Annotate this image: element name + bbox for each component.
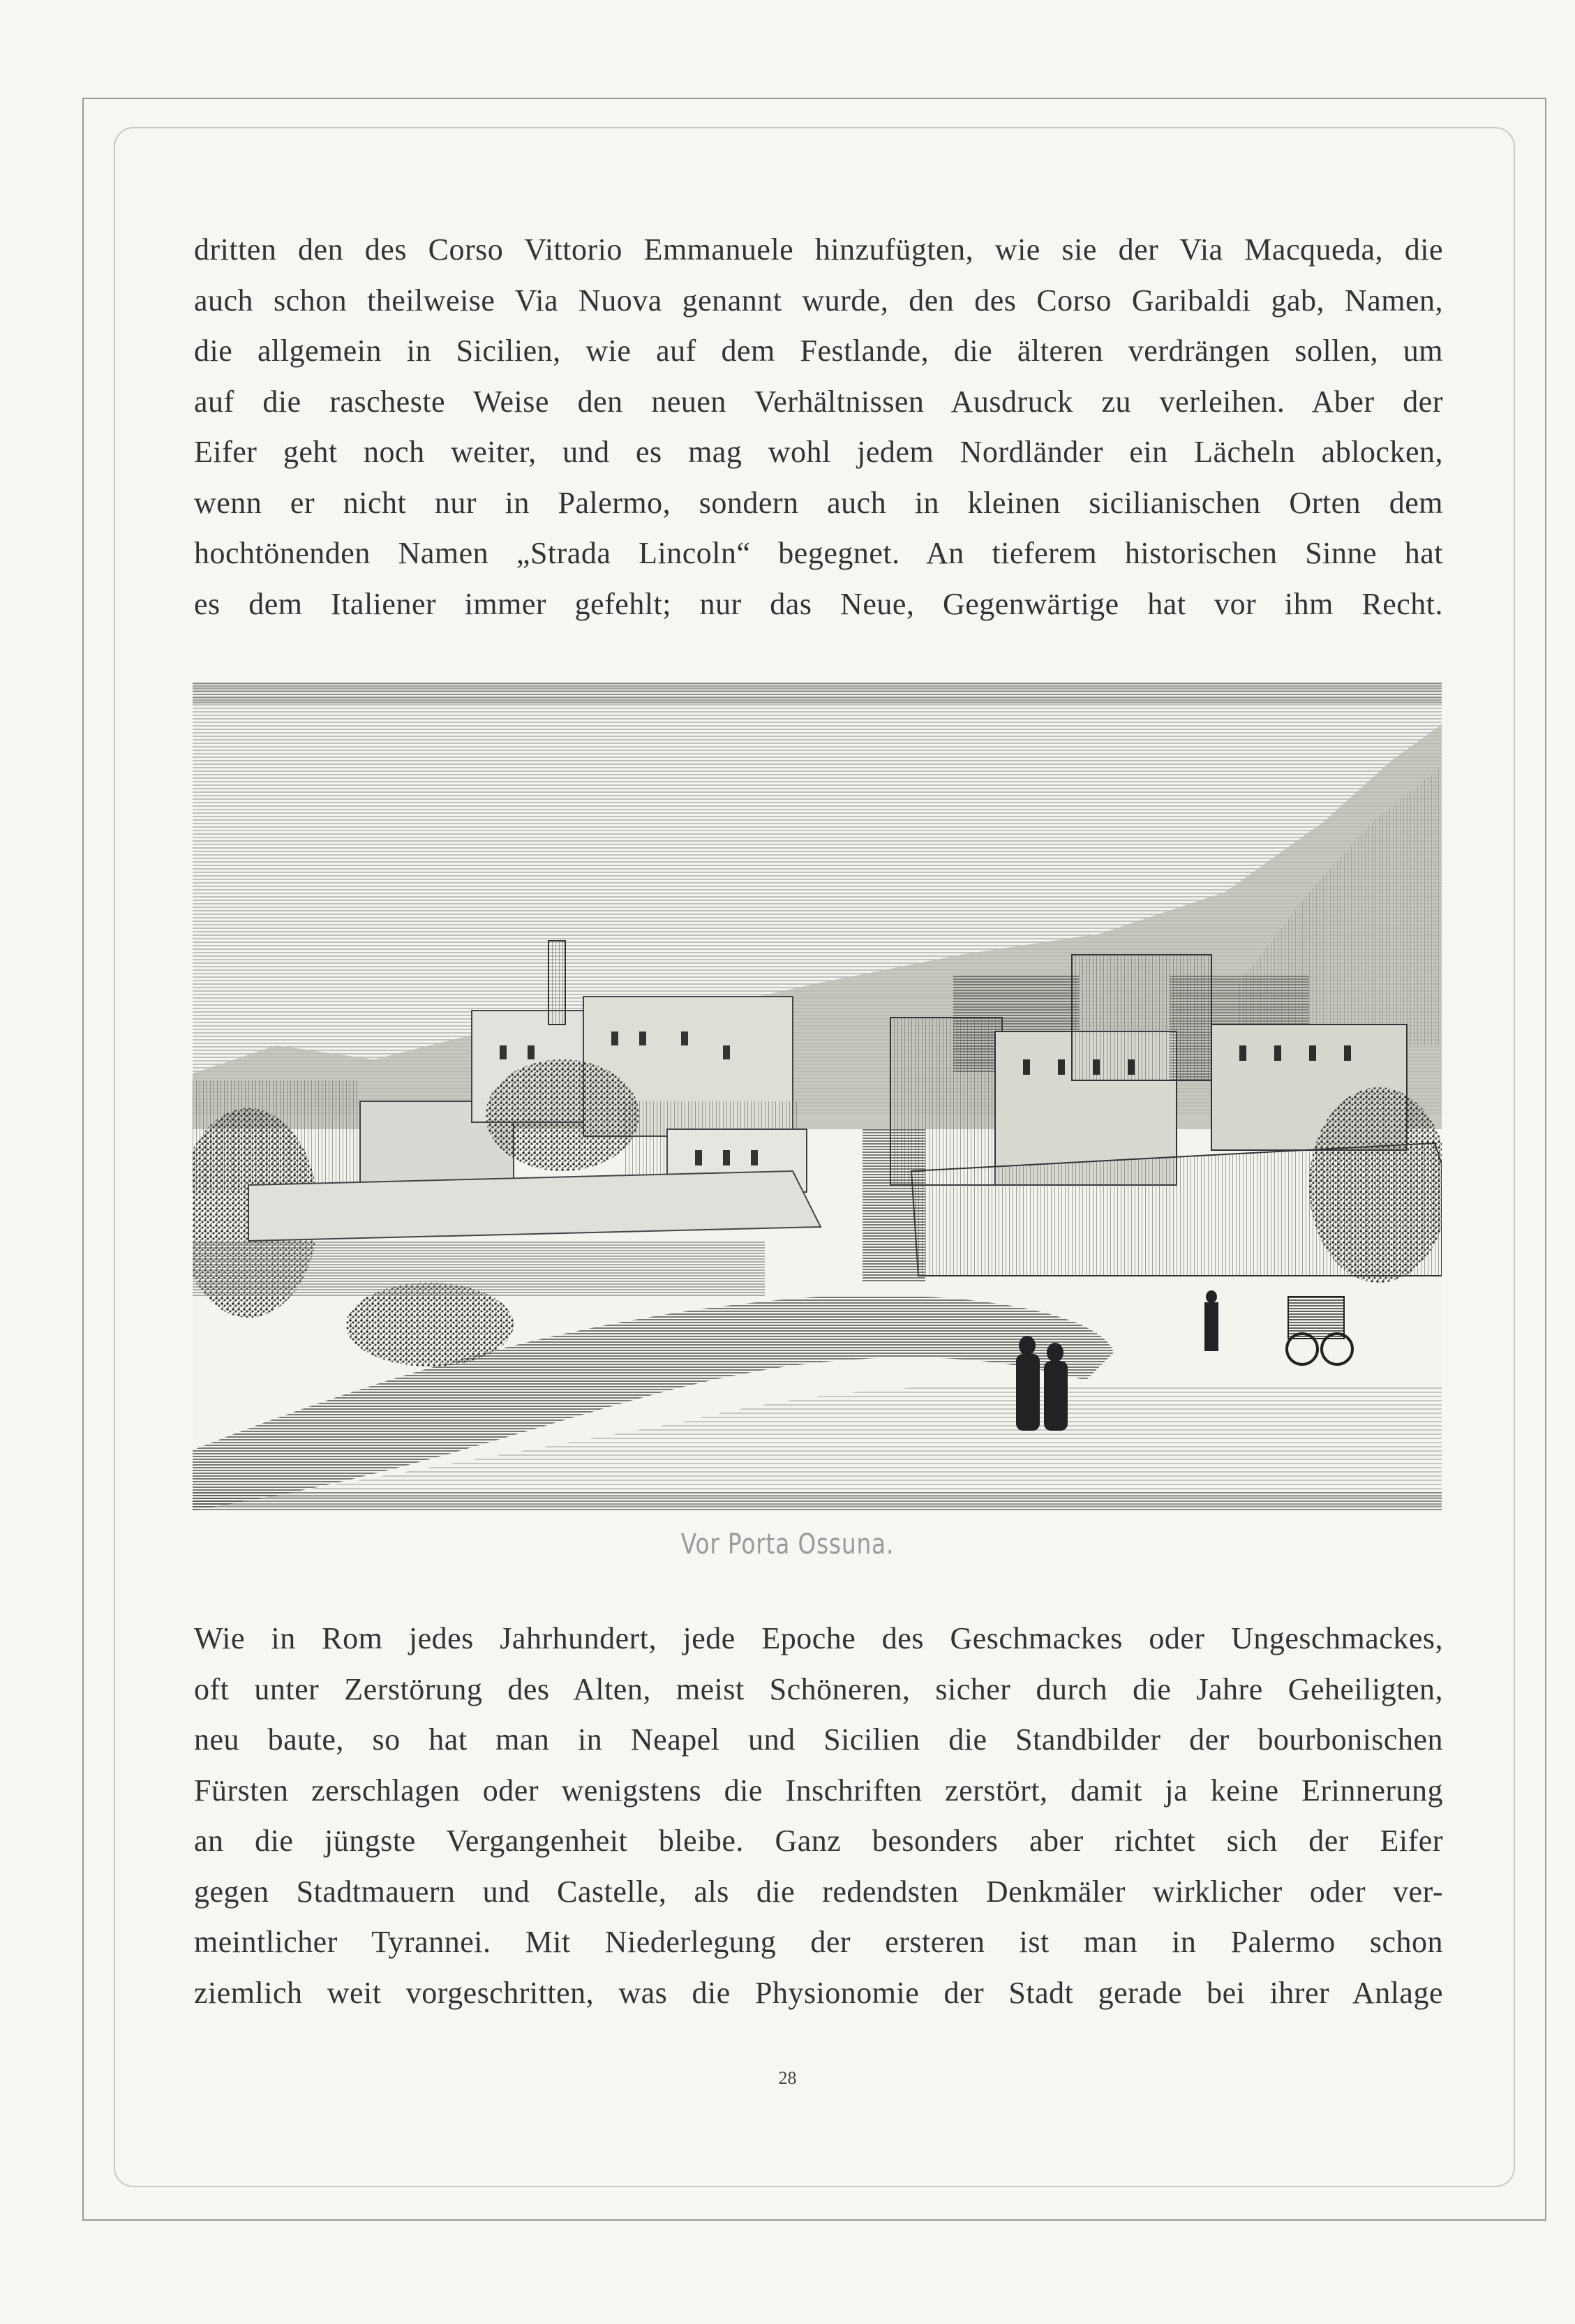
text-line: meintlicher Tyrannei. Mit Niederlegung der ersteren ist man in Palermo schon — [194, 1925, 1443, 1959]
text-line: gegen Stadtmauern und Castelle, als die redendsten Denkmäler wirklicher oder ver- — [194, 1874, 1443, 1909]
text-line: an die jüngste Vergangenheit bleibe. Ganz besonders aber richtet sich der Eifer — [194, 1824, 1443, 1858]
text-line: auf die rascheste Weise den neuen Verhältnissen Ausdruck zu verleihen. Aber der — [194, 384, 1443, 419]
text-line: dritten den des Corso Vittorio Emmanuele hinzufügten, wie sie der Via Macqueda, die — [194, 232, 1443, 267]
top-paragraph — [194, 225, 1443, 630]
text-line: hochtönenden Namen „Strada Lincoln“ begegnet. An tieferem historischen Sinne hat — [194, 536, 1443, 570]
text-line: es dem Italiener immer gefehlt; nur das Neue, Gegenwärtige hat vor ihm Recht. — [194, 586, 1443, 621]
engraving-svg — [193, 683, 1442, 1510]
text-line: Eifer geht noch weiter, und es mag wohl jedem Nordländer ein Lächeln ablocken, — [194, 435, 1443, 469]
tree-left — [486, 1059, 639, 1171]
cart — [1287, 1297, 1352, 1364]
bottom-paragraph — [194, 1614, 1443, 2018]
page-number: 28 — [778, 2068, 797, 2088]
text-line: die allgemein in Sicilien, wie auf dem Festlande, die älteren verdrängen sollen, um — [194, 334, 1443, 368]
text-line: Wie in Rom jedes Jahrhundert, jede Epoche des Geschmackes oder Ungeschmackes, — [194, 1621, 1443, 1655]
text-line: wenn er nicht nur in Palermo, sondern auch in kleinen sicilianischen Orten dem — [194, 485, 1443, 520]
engraving-illustration — [193, 683, 1442, 1510]
text-line: oft unter Zerstörung des Alten, meist Schöneren, sicher durch die Jahre Geheiligten, — [194, 1671, 1443, 1706]
river — [193, 1241, 765, 1297]
text-line: auch schon theilweise Via Nuova genannt wurde, den des Corso Garibaldi gab, Namen, — [194, 283, 1443, 318]
text-line: neu baute, so hat man in Neapel und Sicilien die Standbilder der bourbonischen — [194, 1722, 1443, 1757]
text-line: Fürsten zerschlagen oder wenigstens die Inschriften zerstört, damit ja keine Erinnerung — [194, 1773, 1443, 1808]
text-line: ziemlich weit vorgeschritten, was die Physionomie der Stadt gerade bei ihrer Anlage — [194, 1975, 1443, 2010]
illustration-caption: Vor Porta Ossuna. — [680, 1528, 895, 1560]
